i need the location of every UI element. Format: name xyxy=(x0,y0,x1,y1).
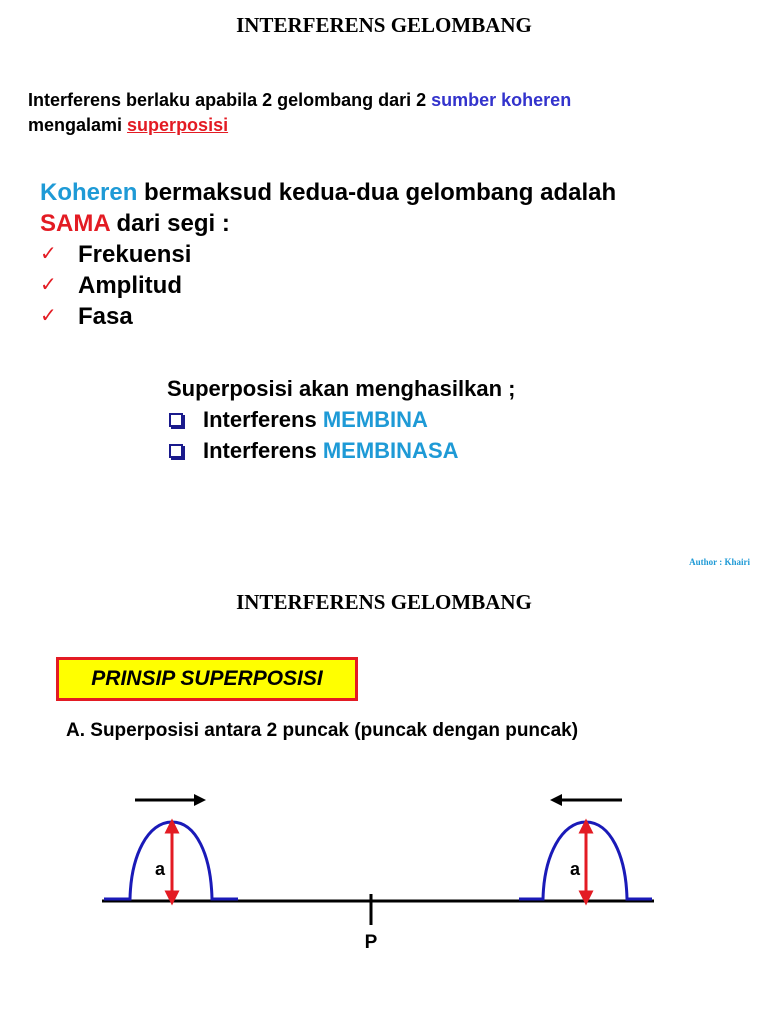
check-icon: ✓ xyxy=(40,274,57,296)
list-item xyxy=(40,301,740,332)
intro-part2: mengalami xyxy=(28,115,128,135)
superposisi-item-highlight: MEMBINASA xyxy=(322,438,459,463)
arrow-right-icon xyxy=(135,794,206,806)
koheren-check-list xyxy=(40,239,740,332)
prinsip-superposisi-box xyxy=(56,657,358,701)
intro-highlight-sumber-koheren: sumber koheren xyxy=(431,90,572,110)
superposisi-list xyxy=(167,404,727,466)
slide2-title: INTERFERENS GELOMBANG xyxy=(236,590,532,614)
point-p-label: P xyxy=(364,932,378,953)
arrow-left-icon xyxy=(550,794,622,806)
koheren-definition xyxy=(40,177,740,332)
check-item-label: Amplitud xyxy=(78,272,182,299)
subtitle-a: A. Superposisi antara 2 puncak (puncak dengan puncak) xyxy=(66,720,579,741)
left-amplitude-label: a xyxy=(154,859,166,879)
sama-word: SAMA xyxy=(40,210,110,237)
intro-part1: Interferens berlaku apabila 2 gelombang dari 2 xyxy=(28,90,432,110)
intro-highlight-superposisi: superposisi xyxy=(127,115,229,135)
superposisi-item-prefix: Interferens xyxy=(203,407,317,432)
check-item-label: Frekuensi xyxy=(78,241,192,268)
check-icon: ✓ xyxy=(40,305,57,327)
superposisi-item-prefix: Interferens xyxy=(203,438,317,463)
slide1-title: INTERFERENS GELOMBANG xyxy=(236,13,532,37)
right-amplitude-label: a xyxy=(569,859,581,879)
superposisi-item-highlight: MEMBINA xyxy=(322,407,428,432)
check-item-label: Fasa xyxy=(78,303,133,330)
list-item xyxy=(40,239,740,270)
checkbox-square-icon xyxy=(169,413,183,427)
author-credit: Author : Khairi xyxy=(689,557,750,567)
list-item xyxy=(40,270,740,301)
koheren-word: Koheren xyxy=(40,179,138,206)
prinsip-label: PRINSIP SUPERPOSISI xyxy=(91,667,323,690)
check-icon: ✓ xyxy=(40,243,57,265)
koheren-rest2: dari segi : xyxy=(109,210,230,237)
wave-superposition-diagram xyxy=(0,770,768,1024)
koheren-rest1: bermaksud kedua-dua gelombang adalah xyxy=(137,179,617,206)
list-item xyxy=(167,404,727,435)
superposisi-heading: Superposisi akan menghasilkan ; xyxy=(167,376,516,401)
superposisi-section xyxy=(167,373,727,466)
checkbox-square-icon xyxy=(169,444,183,458)
list-item xyxy=(167,435,727,466)
intro-text xyxy=(28,88,728,138)
